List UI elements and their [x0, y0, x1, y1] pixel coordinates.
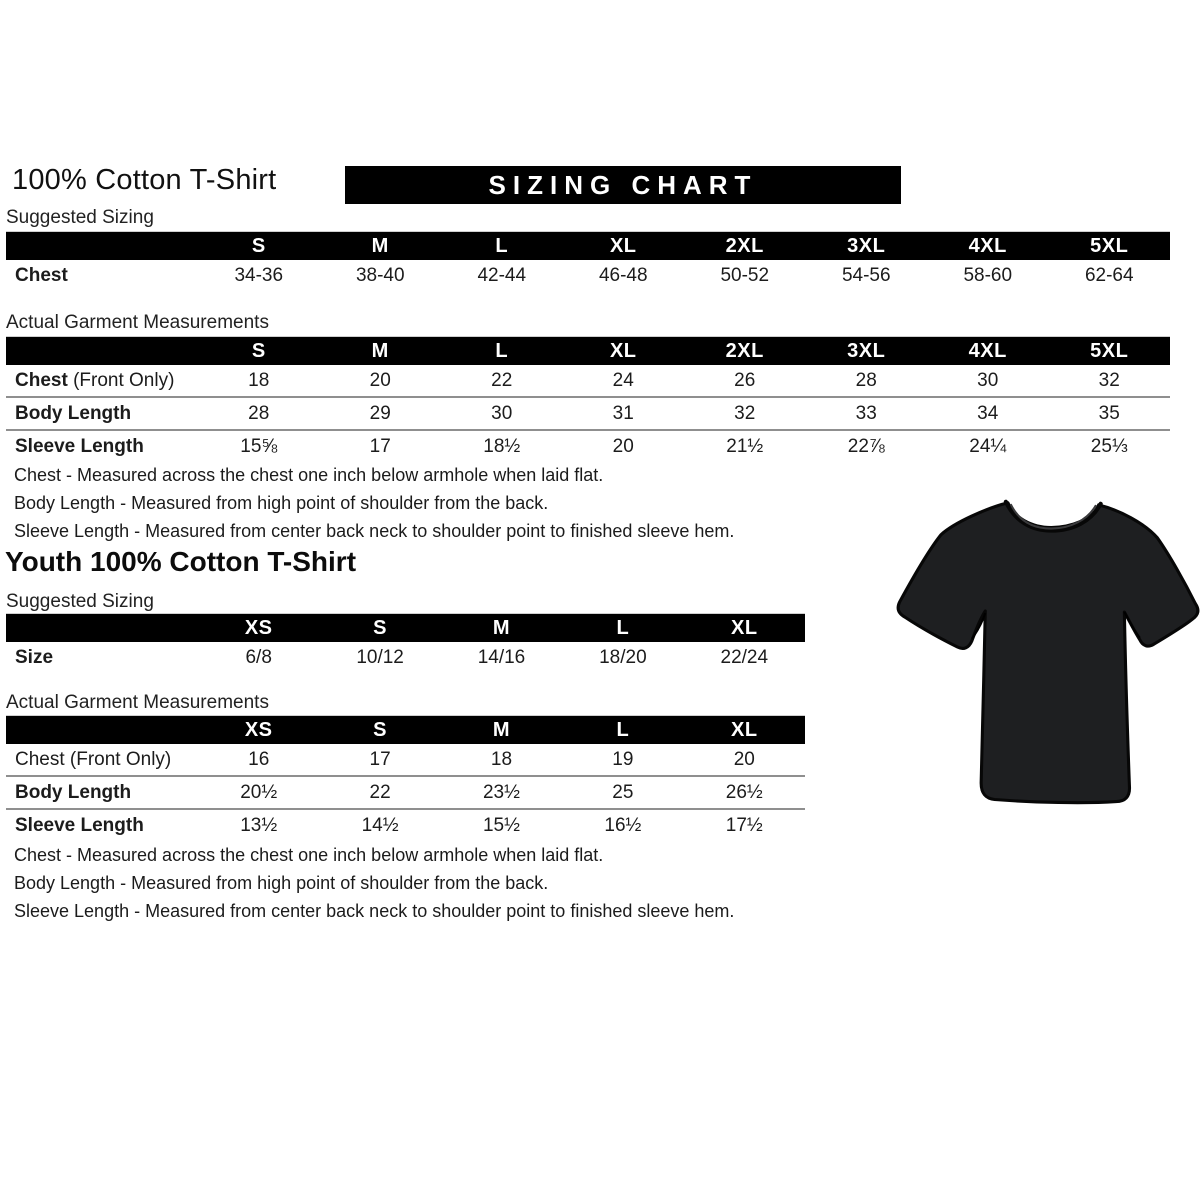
- measurement-cell: 20: [733, 748, 755, 770]
- measurement-cell: 15⅝: [198, 430, 320, 462]
- measurement-cell: 46-48: [598, 264, 648, 286]
- measurement-cell: 18: [490, 748, 513, 770]
- table-corner-cell: [6, 337, 198, 366]
- size-column-header: 4XL: [927, 232, 1049, 261]
- size-column-header: XS: [198, 614, 319, 643]
- note-body-length: Body Length - Measured from high point of shoulder from the back.: [14, 493, 549, 513]
- note-body-length: Body Length - Measured from high point of shoulder from the back.: [14, 873, 549, 893]
- table-row: [6, 397, 1170, 430]
- measurement-cell: 22/24: [720, 646, 769, 668]
- measurement-cell: 17½: [684, 809, 805, 841]
- adult-measurement-notes: [14, 461, 734, 545]
- measurement-cell: 20: [563, 430, 685, 462]
- measurement-cell: 35: [1049, 397, 1171, 430]
- size-column-header: S: [319, 614, 440, 643]
- measurement-cell: 31: [563, 397, 685, 430]
- size-column-header: M: [320, 337, 442, 366]
- size-column-header: XS: [198, 716, 319, 745]
- measurement-cell: 17: [369, 748, 391, 770]
- size-column-header: S: [198, 232, 320, 261]
- measurement-cell: 21½: [684, 430, 806, 462]
- adult-suggested-sizing-label: Suggested Sizing: [6, 207, 154, 228]
- youth-actual-measurements-label: Actual Garment Measurements: [6, 692, 269, 713]
- row-label: Chest (Front Only): [15, 369, 175, 391]
- size-column-header: XL: [563, 232, 685, 261]
- measurement-cell: 33: [806, 397, 928, 430]
- measurement-cell: 24: [612, 369, 634, 391]
- measurement-cell: 10/12: [356, 646, 404, 668]
- measurement-cell: 15½: [441, 809, 562, 841]
- row-label: Body Length: [6, 397, 198, 430]
- measurement-cell: 6/8: [245, 646, 272, 668]
- measurement-cell: 32: [684, 397, 806, 430]
- adult-suggested-sizing-table: [6, 231, 1170, 291]
- measurement-cell: 14½: [319, 809, 440, 841]
- sizing-chart-banner: [345, 166, 901, 204]
- size-column-header: L: [562, 716, 683, 745]
- measurement-cell: 13½: [198, 809, 319, 841]
- size-column-header: XL: [684, 614, 805, 643]
- size-column-header: L: [441, 337, 563, 366]
- measurement-cell: 20½: [198, 776, 319, 809]
- table-corner-cell: [6, 232, 198, 261]
- measurement-cell: 19: [612, 748, 634, 770]
- measurement-cell: 50-52: [720, 264, 770, 286]
- measurement-cell: 18: [248, 369, 270, 391]
- measurement-cell: 25: [562, 776, 683, 809]
- measurement-cell: 28: [855, 369, 877, 391]
- measurement-cell: 16: [248, 748, 270, 770]
- measurement-cell: 22: [319, 776, 440, 809]
- black-tshirt-image: [888, 476, 1200, 816]
- measurement-cell: 23½: [441, 776, 562, 809]
- size-column-header: S: [198, 337, 320, 366]
- measurement-cell: 14/16: [477, 646, 526, 668]
- size-column-header: S: [319, 716, 440, 745]
- measurement-cell: 28: [198, 397, 320, 430]
- row-label: Sleeve Length: [6, 809, 198, 841]
- adult-actual-measurements-table: [6, 336, 1170, 462]
- table-corner-cell: [6, 716, 198, 745]
- measurement-cell: 38-40: [355, 264, 405, 286]
- measurement-cell: 17: [320, 430, 442, 462]
- measurement-cell: 34: [927, 397, 1049, 430]
- measurement-cell: 18½: [441, 430, 563, 462]
- row-label: Body Length: [6, 776, 198, 809]
- note-chest: Chest - Measured across the chest one inch below armhole when laid flat.: [14, 845, 604, 865]
- measurement-cell: 54-56: [841, 264, 891, 286]
- table-row: [6, 744, 805, 776]
- youth-product-title: Youth 100% Cotton T-Shirt: [5, 546, 357, 577]
- size-column-header: 3XL: [806, 337, 928, 366]
- tshirt-silhouette: [898, 503, 1198, 803]
- row-label: Sleeve Length: [6, 430, 198, 462]
- youth-suggested-sizing-label: Suggested Sizing: [6, 591, 154, 612]
- size-column-header: M: [441, 614, 562, 643]
- size-column-header: 4XL: [927, 337, 1049, 366]
- adult-actual-measurements-label: Actual Garment Measurements: [6, 312, 269, 333]
- table-corner-cell: [6, 614, 198, 643]
- tshirt-graphic: [888, 476, 1200, 816]
- size-column-header: 3XL: [806, 232, 928, 261]
- measurement-cell: 26: [734, 369, 756, 391]
- note-chest: Chest - Measured across the chest one inch below armhole when laid flat.: [14, 465, 604, 485]
- measurement-cell: 29: [320, 397, 442, 430]
- row-label: Size: [15, 646, 54, 668]
- measurement-cell: 22⅞: [806, 430, 928, 462]
- size-column-header: L: [562, 614, 683, 643]
- youth-actual-measurements-table: [6, 715, 805, 841]
- size-column-header: M: [320, 232, 442, 261]
- measurement-cell: 58-60: [963, 264, 1013, 286]
- size-column-header: XL: [684, 716, 805, 745]
- size-column-header: 5XL: [1049, 337, 1171, 366]
- measurement-cell: 62-64: [1084, 264, 1134, 286]
- size-column-header: XL: [563, 337, 685, 366]
- measurement-cell: 20: [369, 369, 391, 391]
- measurement-cell: 42-44: [477, 264, 527, 286]
- sizing-chart-banner-text: SIZING CHART: [488, 169, 758, 200]
- size-column-header: 2XL: [684, 232, 806, 261]
- table-row: [6, 642, 805, 673]
- table-row: [6, 260, 1170, 291]
- size-column-header: L: [441, 232, 563, 261]
- youth-measurement-notes: [14, 841, 734, 925]
- measurement-cell: 30: [977, 369, 999, 391]
- size-column-header: M: [441, 716, 562, 745]
- size-column-header: 2XL: [684, 337, 806, 366]
- table-row: [6, 809, 805, 841]
- youth-suggested-sizing-table: [6, 613, 805, 673]
- measurement-cell: 22: [491, 369, 513, 391]
- note-sleeve-length: Sleeve Length - Measured from center back neck to shoulder point to finished sleeve hem.: [14, 521, 735, 541]
- size-column-header: 5XL: [1049, 232, 1171, 261]
- measurement-cell: 25⅓: [1049, 430, 1171, 462]
- measurement-cell: 32: [1098, 369, 1120, 391]
- measurement-cell: 24¼: [927, 430, 1049, 462]
- table-row: [6, 776, 805, 809]
- measurement-cell: 18/20: [599, 646, 647, 668]
- note-sleeve-length: Sleeve Length - Measured from center back neck to shoulder point to finished sleeve hem.: [14, 901, 735, 921]
- measurement-cell: 16½: [562, 809, 683, 841]
- measurement-cell: 26½: [684, 776, 805, 809]
- row-label: Chest: [15, 264, 68, 286]
- table-row: [6, 365, 1170, 397]
- measurement-cell: 34-36: [234, 264, 284, 286]
- table-row: [6, 430, 1170, 462]
- adult-product-title: 100% Cotton T-Shirt: [12, 164, 277, 196]
- measurement-cell: 30: [441, 397, 563, 430]
- row-label: Chest (Front Only): [15, 748, 172, 770]
